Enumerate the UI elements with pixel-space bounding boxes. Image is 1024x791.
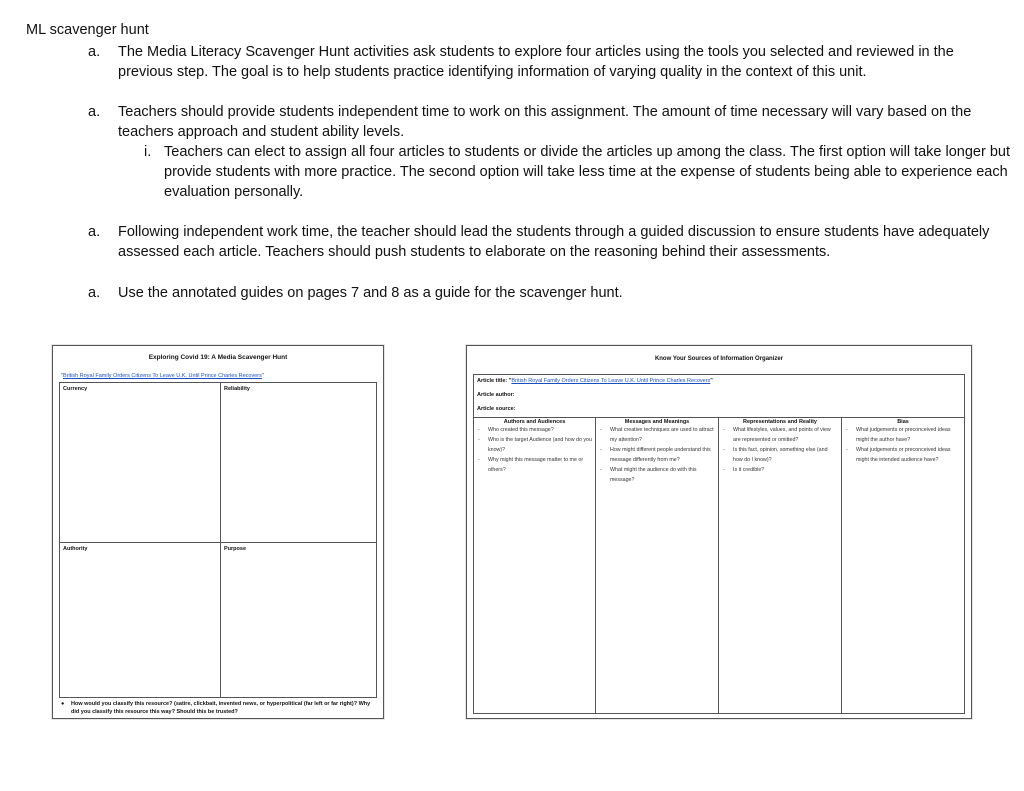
cell-label-reliability: Reliability [224, 386, 250, 392]
column-line: - Is this fact, opinion, something else (and how do I know)? [722, 446, 838, 466]
list-item-text: Use the annotated guides on pages 7 and 8 as a guide for the scavenger hunt. [118, 285, 623, 301]
worksheet-title: Exploring Covid 19: A Media Scavenger Hunt [148, 354, 288, 361]
column-line: - Why might this message matter to me or others? [477, 456, 592, 476]
quote-close: " [261, 373, 264, 379]
worksheet-article-link [61, 373, 264, 379]
sub-list-item-text: Teachers can elect to assign all four articles to students or divide the articles up among the class. The first option will take longer but provide students with more practice. The second option will take less time at the expense of students being able to experience each evaluation personally. [164, 144, 1011, 200]
list-item [88, 283, 998, 303]
column-line: - Is it credible? [722, 466, 838, 476]
column-header: Bias [897, 419, 909, 425]
cell-label-authority: Authority [63, 546, 88, 552]
list-marker: a. [88, 44, 101, 60]
column-representations-reality [719, 417, 842, 713]
column-line: - What creative techniques are used to attract my attention? [599, 426, 715, 446]
article-link[interactable]: British Royal Family Orders Citizens To Leave U.K. Until Prince Charles Recovers [62, 373, 262, 379]
list-marker: a. [88, 285, 101, 301]
column-line: - What judgements or preconceived ideas might the intended audience have? [845, 446, 961, 466]
worksheet-question-text: How would you classify this resource? (satire, clickbait, invented news, or hyperpolitical (far left or far right)? Why did you classify this resource this way? Should this be trusted? [71, 701, 371, 715]
grid-divider [60, 542, 376, 543]
article-source-label: Article source: [477, 406, 516, 412]
column-messages-meanings [596, 417, 719, 713]
sources-organizer [466, 345, 972, 719]
column-header: Representations and Reality [743, 419, 817, 425]
sub-list-item [144, 142, 1014, 202]
list-item-text: The Media Literacy Scavenger Hunt activities ask students to explore four articles using the tools you selected and reviewed in the previous step. The goal is to help students practice identifying information of varying quality in the context of this unit. [118, 44, 954, 80]
article-title-label: Article title: [477, 378, 509, 384]
worksheet-grid [59, 382, 377, 698]
organizer-columns [474, 417, 964, 713]
worksheet-question [61, 700, 377, 716]
article-author-label: Article author: [477, 392, 515, 398]
page-heading: ML scavenger hunt [26, 22, 149, 38]
quote-open: " [61, 373, 63, 379]
sub-list-marker: i. [144, 144, 152, 160]
grid-divider [220, 383, 221, 697]
column-line: - Who is the target Audience (and how do you know)? [477, 436, 592, 456]
column-bias [842, 417, 964, 713]
article-title-link[interactable]: British Royal Family Orders Citizens To Leave U.K. Until Prince Charles Recovers [511, 378, 711, 384]
column-header: Messages and Meanings [624, 419, 690, 425]
cell-label-purpose: Purpose [224, 546, 247, 552]
list-marker: a. [88, 104, 101, 120]
list-item [88, 42, 998, 82]
quote-open: " [508, 378, 512, 384]
bullet-icon: ● [61, 701, 65, 707]
list-item-text: Following independent work time, the teacher should lead the students through a guided discussion to ensure students have adequately assessed each article. Teachers should push students to elaborate on the reasoning behind their assessments. [118, 224, 990, 260]
organizer-meta [474, 375, 964, 418]
list-marker: a. [88, 224, 101, 240]
list-item [88, 222, 998, 262]
list-item [88, 102, 998, 142]
organizer-title: Know Your Sources of Information Organizer [654, 356, 784, 362]
column-header: Authors and Audiences [503, 419, 566, 425]
column-line: - What judgements or preconceived ideas might the author have? [845, 426, 961, 446]
column-line: - What lifestyles, values, and points of view are represented or omitted? [722, 426, 838, 446]
cell-label-currency: Currency [63, 386, 88, 392]
column-line: - How might different people understand this message differently from me? [599, 446, 715, 466]
quote-close: " [710, 378, 713, 384]
article-title-row [477, 378, 713, 384]
column-line: - Who created this message? [477, 426, 592, 436]
column-authors-audiences [474, 417, 596, 713]
organizer-table [473, 374, 965, 714]
list-item-text: Teachers should provide students independent time to work on this assignment. The amount of time necessary will vary based on the teachers approach and student ability levels. [118, 104, 972, 140]
scavenger-hunt-worksheet [52, 345, 384, 719]
column-line: - What might the audience do with this message? [599, 466, 715, 486]
